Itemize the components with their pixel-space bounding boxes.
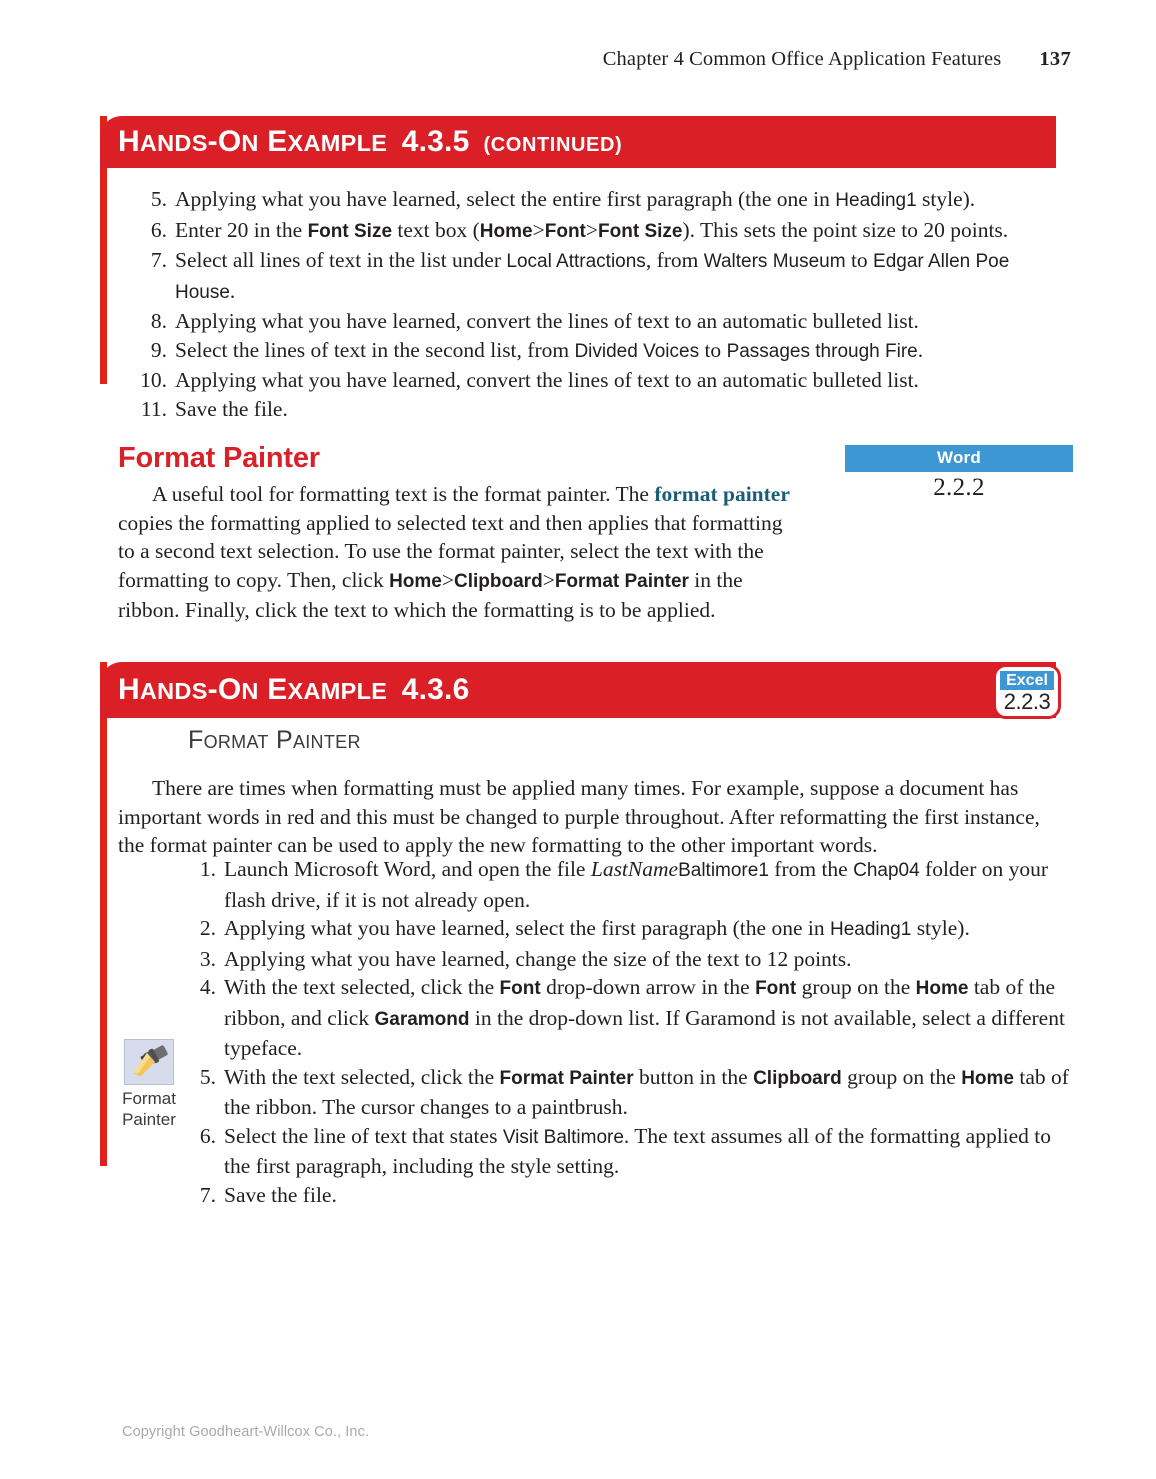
text-run: Select the line of text that states	[224, 1123, 503, 1148]
text-run: Applying what you have learned, select the first paragraph (the one in	[224, 916, 830, 940]
excel-badge-code: 2.2.3	[1003, 689, 1051, 714]
step-item	[186, 1063, 1070, 1122]
example-banner-435	[100, 116, 1056, 168]
step-number: 7.	[199, 1182, 216, 1207]
text-run: With the text selected, click the	[224, 975, 500, 999]
step-text	[175, 397, 288, 421]
text-run: Heading1	[835, 190, 917, 211]
step-number: 2.	[199, 916, 216, 940]
step-text	[224, 1124, 1051, 1179]
text-run: Home	[479, 220, 533, 242]
step-item	[186, 855, 1070, 914]
text-run: tab of the ribbon. The cursor changes to a paintbrush.	[224, 1064, 1069, 1119]
step-text	[224, 916, 970, 940]
text-run: Font	[544, 220, 586, 242]
step-number: 5.	[199, 1064, 216, 1089]
text-run: Applying what you have learned, change the size of the text to 12 points.	[224, 946, 852, 971]
text-run: Edgar Allen Poe House	[175, 251, 1010, 303]
example-435-step-list	[137, 185, 1042, 423]
step-text	[175, 218, 1008, 242]
text-run: Launch Microsoft Word, and open the file	[224, 857, 591, 881]
text-run: Applying what you have learned, convert the lines of text to an automatic bulleted list.	[175, 309, 919, 333]
step-item	[137, 185, 1042, 216]
format-painter-figure-caption	[110, 1088, 188, 1130]
step-item	[186, 945, 1070, 974]
text-run: Visit Baltimore	[502, 1126, 624, 1148]
step-text	[224, 1065, 1069, 1120]
text-run: button in the	[633, 1064, 754, 1089]
text-run: Format Painter	[499, 1067, 634, 1089]
step-item	[186, 1122, 1070, 1181]
step-number: 6.	[150, 217, 167, 242]
text-run: copies the formatting applied to selected text and then applies that formatting to a second text selection. To use the format painter, select the text with the formatting to copy. Then, click	[118, 510, 783, 592]
step-number: 9.	[150, 337, 167, 362]
step-item	[137, 366, 1042, 395]
example-436-step-list	[186, 855, 1070, 1209]
step-number: 11.	[140, 396, 167, 421]
step-item	[186, 914, 1070, 945]
text-run: >	[585, 217, 599, 242]
text-run: . The text assumes all of the formatting applied to the first paragraph, including the style setting.	[224, 1123, 1052, 1178]
format-painter-figure	[110, 1039, 188, 1130]
text-run: from the	[768, 857, 854, 881]
text-run: Applying what you have learned, select the entire first paragraph (the one in	[175, 187, 836, 211]
example-436-sub-heading: Format Painter	[188, 726, 361, 754]
format-painter-caption-line2: Painter	[122, 1110, 176, 1129]
running-head	[603, 48, 1071, 71]
text-run: Select all lines of text in the list under	[175, 248, 507, 272]
text-run: Font	[499, 978, 541, 999]
example-title-text-436: HANDS-ON EXAMPLE 4.3.6	[118, 673, 470, 706]
text-run: With the text selected, click the	[224, 1064, 500, 1089]
text-run: .	[917, 337, 924, 362]
text-run: Divided Voices	[574, 340, 700, 362]
step-text	[175, 187, 975, 211]
example-banner-title-435	[100, 125, 622, 159]
step-item	[137, 307, 1042, 336]
example-title-text-435: HANDS-ON EXAMPLE 4.3.5	[118, 125, 470, 158]
text-run: style).	[911, 916, 970, 940]
text-run: Clipboard	[454, 570, 543, 592]
step-item	[137, 395, 1042, 424]
text-run: Home	[389, 570, 442, 592]
format-painter-caption-line1: Format	[122, 1089, 176, 1108]
standard-badge-code: 2.2.2	[933, 474, 985, 501]
hands-on-example-4-3-6	[100, 662, 1056, 718]
hands-on-example-4-3-5	[100, 116, 1056, 423]
text-run: Font Size	[598, 220, 683, 242]
text-run: folder on your flash drive, if it is not already open.	[224, 857, 1049, 912]
text-run: Format Painter	[554, 570, 689, 592]
paintbrush-icon	[125, 1040, 173, 1084]
step-item	[137, 246, 1042, 307]
text-run: to	[845, 248, 874, 272]
text-run: Font	[755, 978, 797, 999]
standard-badge-app-label: Word	[845, 445, 1073, 472]
text-run: , from	[645, 248, 704, 272]
text-run: .	[229, 278, 236, 303]
text-run: format painter	[654, 482, 790, 506]
step-item	[137, 336, 1042, 367]
text-run: Chap04	[853, 860, 920, 881]
text-run: A useful tool for formatting text is the format painter. The	[152, 482, 655, 506]
example-436-intro-paragraph: There are times when formatting must be applied many times. For example, suppose a document has important words in red and this must be changed to purple throughout. After reformatting the first instance, the format painter can be used to apply the new formatting to the other important words.	[118, 776, 1040, 857]
text-run: drop-down arrow in the	[540, 975, 756, 999]
running-head-chapter: Chapter 4 Common Office Application Features	[602, 48, 1002, 70]
example-banner-436	[100, 662, 1056, 718]
page-number: 137	[1039, 48, 1071, 70]
text-run: Home	[961, 1067, 1014, 1089]
text-run: Heading1	[829, 919, 912, 940]
text-run: >	[441, 567, 455, 592]
standard-badge-excel	[993, 664, 1061, 719]
text-run: Local Attractions	[506, 251, 646, 272]
text-run: Applying what you have learned, convert the lines of text to an automatic bulleted list.	[175, 368, 919, 392]
step-number: 3.	[199, 946, 216, 971]
text-run: in the ribbon. Finally, click the text to which the formatting is to be applied.	[118, 567, 743, 622]
text-run: group on the	[841, 1064, 962, 1089]
step-text	[175, 368, 919, 392]
text-run: style).	[916, 187, 976, 211]
text-run: ). This sets the point size to 20 points.	[682, 217, 1009, 242]
step-text	[224, 857, 1048, 912]
text-run: Save the file.	[175, 396, 288, 421]
text-run: Baltimore1	[678, 860, 769, 881]
text-run: Passages through Fire	[726, 340, 918, 362]
step-number: 8.	[150, 309, 167, 333]
step-item	[137, 216, 1042, 247]
format-painter-paragraph	[118, 480, 802, 625]
text-run: Font Size	[307, 220, 393, 242]
step-number: 7.	[150, 248, 167, 272]
text-run: Home	[915, 978, 969, 999]
example-continued-label: (CONTINUED)	[483, 134, 623, 156]
example-banner-title-436	[100, 673, 469, 707]
text-run: Select the lines of text in the second list, from	[175, 337, 575, 362]
excel-badge-app-label: Excel	[1000, 671, 1054, 690]
step-number: 6.	[199, 1123, 216, 1148]
text-run: Walters Museum	[703, 251, 846, 272]
text-run: tab of the ribbon, and click	[224, 975, 1056, 1030]
format-painter-icon	[124, 1039, 174, 1085]
text-run: Clipboard	[753, 1067, 842, 1089]
format-painter-heading: Format Painter	[118, 442, 320, 474]
example-436-intro-paragraph-wrap	[118, 774, 1070, 860]
step-item	[186, 973, 1070, 1063]
step-text	[175, 338, 923, 362]
step-item	[186, 1181, 1070, 1210]
text-run: >	[532, 217, 545, 242]
step-text	[175, 309, 919, 333]
step-text	[224, 975, 1065, 1060]
step-text	[175, 248, 1009, 303]
step-number: 4.	[199, 975, 216, 999]
standard-badge-word	[845, 445, 1073, 502]
text-run: Enter 20 in the	[175, 217, 308, 242]
text-run: to	[699, 337, 727, 362]
text-run: LastName	[590, 857, 679, 881]
format-painter-body	[118, 480, 802, 625]
step-number: 1.	[199, 857, 216, 881]
step-text	[224, 947, 852, 971]
step-number: 5.	[150, 187, 167, 211]
text-run: >	[542, 567, 555, 592]
step-number: 10.	[140, 368, 167, 392]
text-run: text box (	[392, 217, 480, 242]
text-run: Garamond	[374, 1008, 470, 1030]
text-run: in the drop-down list. If Garamond is not available, select a different typeface.	[224, 1005, 1065, 1060]
text-run: Save the file.	[224, 1182, 337, 1207]
text-run: group on the	[796, 975, 916, 999]
example-left-rail-436	[100, 662, 107, 1166]
step-text	[224, 1183, 337, 1207]
copyright-notice: Copyright Goodheart-Willcox Co., Inc.	[122, 1424, 370, 1440]
